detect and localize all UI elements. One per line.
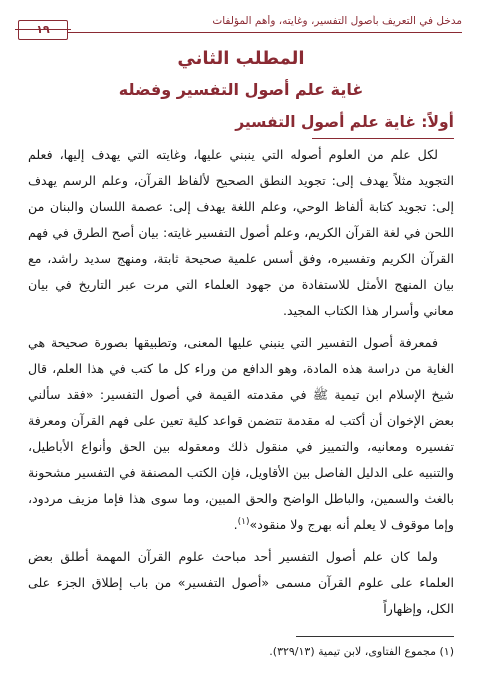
- section-title: أولاً: غاية علم أصول التفسير: [235, 113, 454, 131]
- paragraph-1: لكل علم من العلوم أصوله التي ينبني عليها، وغايته التي يهدف إليها، فعلم التجويد مثلاً يهدف إلى: تجويد النطق الصحيح لألفاظ القرآن، وعلم الرسم يهدف إلى: تجويد كتابة ألفاظ الوحي، وعلم اللغة يهدف إلى: عصمة اللسان والبنان من اللحن في لغة القرآن الكريم، وعلم أصول التفسير غايته: بيان أصح الطرق في فهم القرآن الكريم وتفسيره، وفق أسس علمية صحيحة ثابتة، ومنهج سديد راشد، مع بيان المنهج الأمثل للاستفادة من جهود العلماء التي مرت عبر التاريخ في بيان معاني وأسرار هذا الكتاب المجيد.: [28, 147, 454, 318]
- running-header: [12, 8, 470, 34]
- page: [12, 0, 470, 677]
- paragraph-3: ولما كان علم أصول التفسير أحد مباحث علوم القرآن المهمة أطلق بعض العلماء على علوم القرآن مسمى «أصول التفسير» من باب إطلاق الجزء على الكل، وإظهاراً: [28, 549, 454, 616]
- footnote-rule: [296, 636, 454, 637]
- footnote: (١) مجموع الفتاوى، لابن تيمية (٣٢٩/١٣).: [269, 645, 454, 658]
- section-underline: [312, 138, 454, 139]
- paragraph-2: فمعرفة أصول التفسير التي ينبني عليها المعنى، وتطبيقها بصورة صحيحة هي الغاية من دراسة هذه المادة، وهو الدافع من وراء كل ما كتب في هذا العلم، قال شيخ الإسلام ابن تيمية ﷺ في مقدمته القيمة في أصول التفسير: «فقد سألني بعض الإخوان أن أكتب له مقدمة تتضمن قواعد كلية تعين على فهم القرآن ومعرفة تفسيره ومعانيه، والتمييز في منقول ذلك ومعقوله بين الحق وأنواع الأباطيل، والتنبيه على الدليل الفاصل بين الأقاويل، فإن الكتب المصنفة في التفسير مشحونة بالغث والسمين، والباطل الواضح والحق المبين، وما سوى هذا فإما مزيف مردود، وإما موقوف لا يعلم أنه بهرج ولا منقود»$^{(١)}$.: [28, 335, 454, 532]
- body-text: [28, 142, 454, 622]
- chapter-subtitle: غاية علم أصول التفسير وفضله: [118, 80, 364, 99]
- page-number: ١٩: [18, 20, 68, 40]
- footnote-marker: (١): [237, 516, 250, 527]
- paragraph-2-text: فمعرفة أصول التفسير التي ينبني عليها المعنى، وتطبيقها بصورة صحيحة هي الغاية من دراسة هذه المادة، وهو الدافع من وراء كل ما كتب في هذا العلم، قال شيخ الإسلام ابن تيمية ﷺ في مقدمته القيمة في أصول التفسير: «فقد سألني بعض الإخوان أن أكتب له مقدمة تتضمن قواعد كلية تعين على فهم القرآن ومعرفة تفسيره ومعانيه، والتمييز في منقول ذلك ومعقوله بين الحق وأنواع الأباطيل، والتنبيه على الدليل الفاصل بين الأقاويل، فإن الكتب المصنفة في التفسير مشحونة بالغث والسمين، والباطل الواضح والحق المبين، وما سوى هذا فإما مزيف مردود، وإما موقوف لا يعلم أنه بهرج ولا منقود»: [28, 335, 454, 532]
- running-title: مدخل في التعريف بأصول التفسير، وغايته، وأهم المؤلفات: [212, 15, 462, 27]
- chapter-heading: المطلب الثاني: [177, 48, 305, 69]
- header-rule: [68, 32, 462, 33]
